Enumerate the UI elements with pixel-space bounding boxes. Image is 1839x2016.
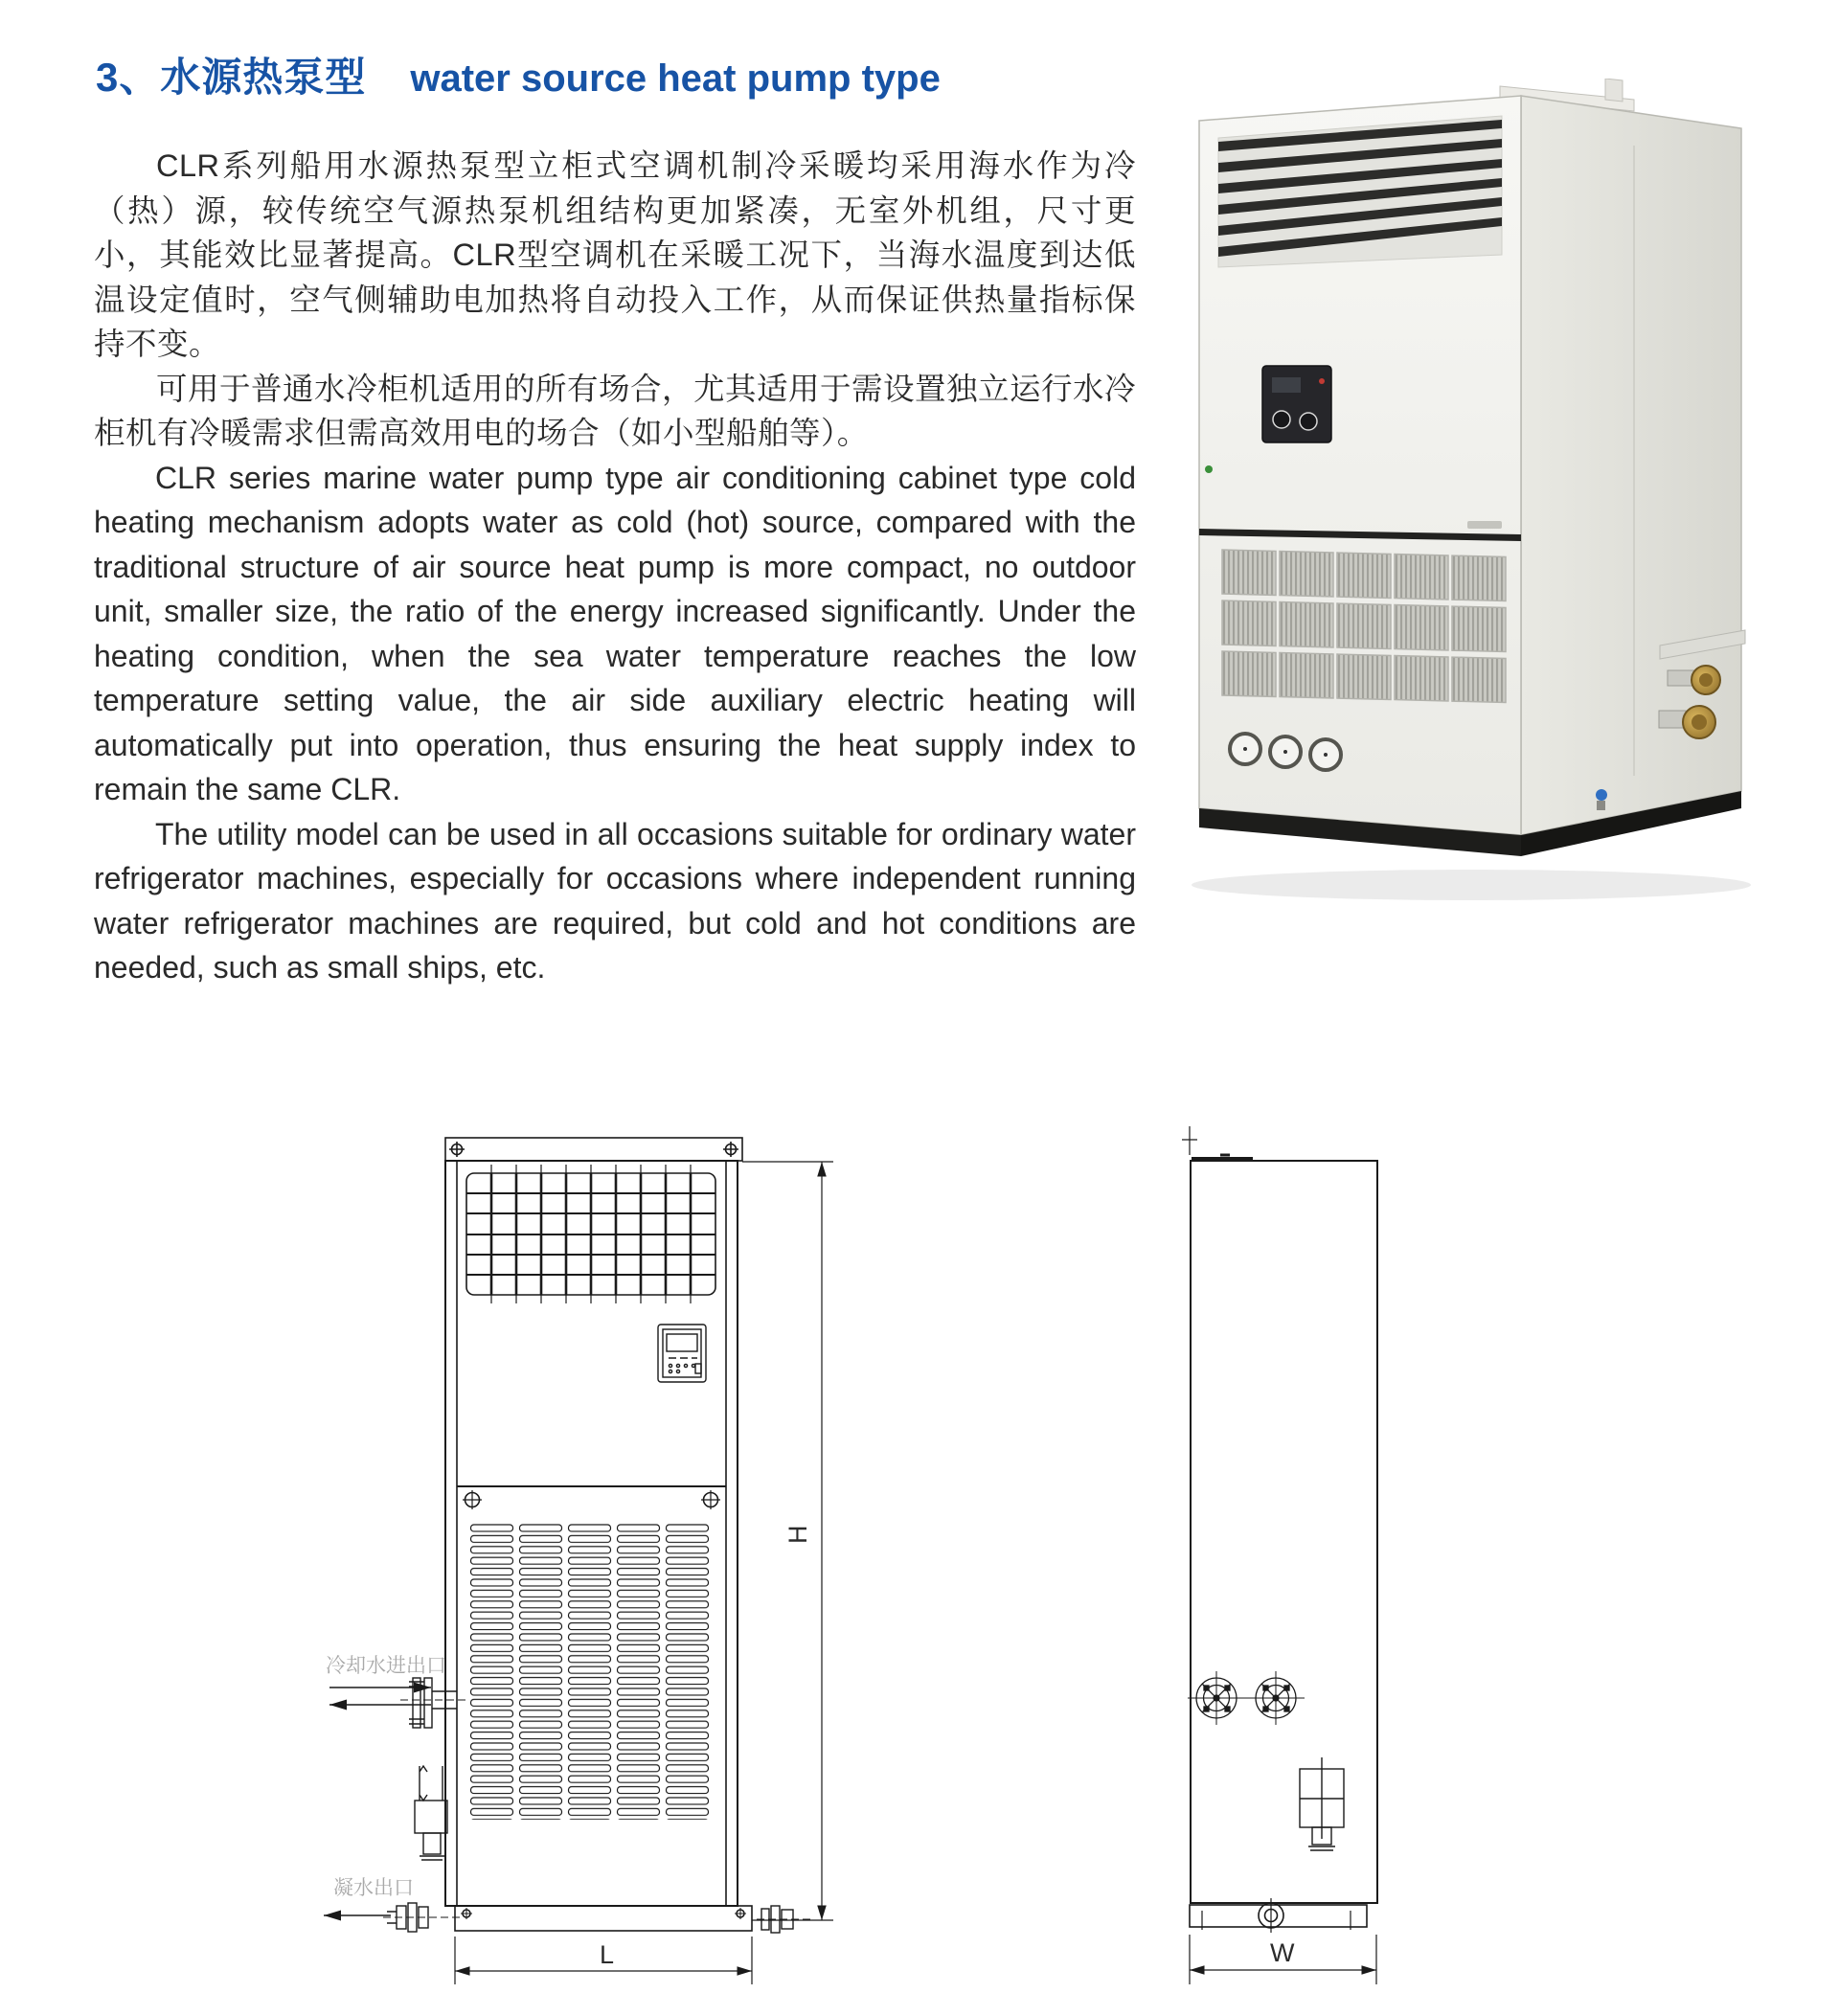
right-base-fitting — [757, 1906, 814, 1933]
label-cooling-water: 冷却水进出口 — [326, 1655, 446, 1677]
top-mounting-plate — [445, 1138, 742, 1161]
top-louver-grille — [1218, 116, 1502, 267]
status-led — [1205, 465, 1213, 473]
pressure-gauges — [1230, 734, 1341, 770]
label-condensate: 凝水出口 — [333, 1877, 414, 1899]
side-view-drawing — [1149, 1111, 1437, 1992]
panel-divider-line — [457, 1486, 726, 1509]
air-outlet-grid — [466, 1165, 715, 1303]
section-header — [96, 46, 941, 103]
control-knob — [1300, 413, 1317, 430]
section-title-zh: 3、水源热泵型 — [96, 55, 367, 100]
dim-label-L: L — [600, 1940, 615, 1969]
drain-bracket — [415, 1766, 447, 1860]
dim-label-W: W — [1270, 1938, 1295, 1967]
front-view-svg — [316, 1111, 862, 1992]
cabinet-unit-photo — [1184, 79, 1755, 921]
paragraph-zh-1: CLR系列船用水源热泵型立柜式空调机制冷采暖均采用海水作为冷（热）源，较传统空气源热泵机组结构更加紧凑，无室外机组，尺寸更小，其能效比显著提高。CLR型空调机在采暖工况下，当海水温度到达低温设定值时，空气侧辅助电加热将自动投入工作，从而保证供热量指标保持不变。 — [94, 148, 1136, 361]
section-title-en: water source heat pump type — [410, 57, 941, 100]
control-panel — [1262, 366, 1331, 442]
body-text — [94, 144, 1136, 990]
front-view-drawing — [316, 1111, 862, 1992]
paragraph-zh-2: 可用于普通水冷柜机适用的所有场合，尤其适用于需设置独立运行水冷柜机有冷暖需求但需高效用电的场合（如小型船舶等）。 — [94, 371, 1137, 450]
side-outline — [1191, 1161, 1377, 1903]
indicator-light — [1319, 378, 1325, 384]
side-view-svg — [1149, 1111, 1437, 1992]
condensate-fitting — [383, 1903, 460, 1932]
top-corner-bracket — [1182, 1126, 1253, 1159]
junction-box — [1300, 1757, 1344, 1850]
dim-label-H: H — [783, 1525, 812, 1544]
base-rail — [455, 1906, 752, 1931]
floor-shadow — [1192, 870, 1751, 900]
product-photo — [1184, 79, 1755, 921]
pipe-flange-symbols — [1188, 1671, 1305, 1725]
paragraph-en-1: CLR series marine water pump type air conditioning cabinet type cold heating mechanism adopts water as cold (hot) source, compared with the traditional structure of air source heat pump is more compact, no outdoor unit, smaller size, the ratio of the energy increased significantly. Under the heating condition, when the sea water temperature reaches the low temperature setting value, the air side auxiliary electric heating will automatically put into operation, thus ensuring the heat supply index to remain the same CLR. — [94, 460, 1136, 806]
control-display — [1272, 377, 1301, 393]
control-knob — [1273, 411, 1290, 428]
paragraph-en-2: The utility model can be used in all occasions suitable for ordinary water refrigerator machines, especially for occasions where independent running water refrigerator machines are required, but cold and hot conditions are needed, such as small ships, etc. — [94, 816, 1136, 985]
cooling-water-flange — [400, 1678, 469, 1728]
lower-intake-grille — [1222, 550, 1506, 702]
louver-vents — [469, 1523, 710, 1820]
controller-panel — [658, 1325, 706, 1382]
brand-label — [1467, 521, 1502, 529]
